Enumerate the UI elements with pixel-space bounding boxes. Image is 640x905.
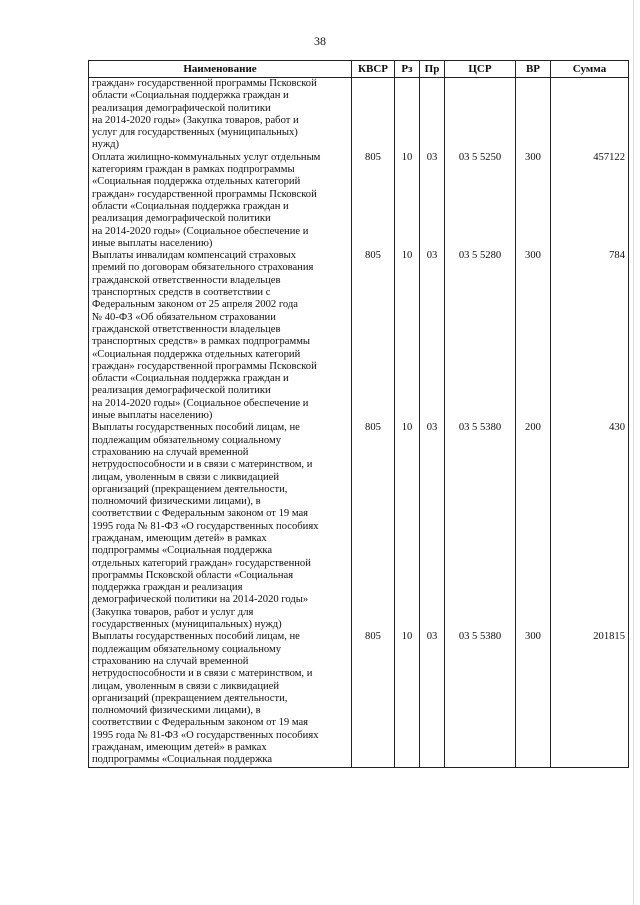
row-sum: 457122 bbox=[551, 152, 629, 250]
row-sum bbox=[551, 78, 629, 152]
row-csr: 03 5 5250 bbox=[445, 152, 516, 250]
table-row bbox=[89, 152, 629, 250]
table-row bbox=[89, 422, 629, 631]
header-sum: Сумма bbox=[551, 61, 629, 78]
row-pr: 03 bbox=[420, 422, 445, 631]
row-rz: 10 bbox=[395, 152, 420, 250]
row-csr bbox=[445, 78, 516, 152]
row-csr: 03 5 5280 bbox=[445, 250, 516, 422]
row-name: Выплаты государственных пособий лицам, не подлежащим обязательному социальному страхованию на случай временной нетрудоспособности и в связи с материнством, и лицам, уволенным в связи с ликвидацией организаций (прекращением деятельности, полномочий физическими лицами), в соответствии с Федеральным законом от 19 мая 1995 года № 81-ФЗ «О государственных пособиях гражданам, имеющим детей» в рамках подпрограммы «Социальная поддержка отдельных категорий граждан» государственной программы Псковской области «Социальная поддержка граждан и реализация демографической политики на 2014-2020 годы» (Закупка товаров, работ и услуг для государственных (муниципальных) нужд) bbox=[89, 422, 352, 631]
scan-edge bbox=[633, 0, 634, 905]
row-csr: 03 5 5380 bbox=[445, 631, 516, 767]
budget-table bbox=[88, 60, 629, 768]
header-name: Наименование bbox=[89, 61, 352, 78]
row-vr: 300 bbox=[516, 250, 551, 422]
table-header-row bbox=[89, 61, 629, 78]
row-name: Выплаты инвалидам компенсаций страховых премий по договорам обязательного страхования гражданской ответственности владельцев транспортных средств в соответствии с Федеральным законом от 25 апреля 2002 года № 40-ФЗ «Об обязательном страховании гражданской ответственности владельцев транспортных средств» в рамках подпрограммы «Социальная поддержка отдельных категорий граждан» государственной программы Псковской области «Социальная поддержка граждан и реализация демографической политики на 2014-2020 годы» (Социальное обеспечение и иные выплаты населению) bbox=[89, 250, 352, 422]
row-name: граждан» государственной программы Псковской области «Социальная поддержка граждан и реализация демографической политики на 2014-2020 годы» (Закупка товаров, работ и услуг для государственных (муниципальных) нужд) bbox=[89, 78, 352, 152]
row-sum: 430 bbox=[551, 422, 629, 631]
table-row bbox=[89, 78, 629, 152]
row-name: Оплата жилищно-коммунальных услуг отдельным категориям граждан в рамках подпрограммы «Социальная поддержка отдельных категорий граждан» государственной программы Псковской области «Социальная поддержка граждан и реализация демографической политики на 2014-2020 годы» (Социальное обеспечение и иные выплаты населению) bbox=[89, 152, 352, 250]
row-vr: 300 bbox=[516, 631, 551, 767]
table-row bbox=[89, 631, 629, 767]
row-pr: 03 bbox=[420, 250, 445, 422]
row-rz: 10 bbox=[395, 631, 420, 767]
row-kvsr: 805 bbox=[352, 250, 395, 422]
row-kvsr: 805 bbox=[352, 422, 395, 631]
header-pr: Пр bbox=[420, 61, 445, 78]
row-rz: 10 bbox=[395, 250, 420, 422]
row-pr: 03 bbox=[420, 152, 445, 250]
header-rz: Рз bbox=[395, 61, 420, 78]
table-row bbox=[89, 250, 629, 422]
row-csr: 03 5 5380 bbox=[445, 422, 516, 631]
page-number: 38 bbox=[314, 34, 326, 48]
row-pr: 03 bbox=[420, 631, 445, 767]
row-name: Выплаты государственных пособий лицам, не подлежащим обязательному социальному страхованию на случай временной нетрудоспособности и в связи с материнством, и лицам, уволенным в связи с ликвидацией организаций (прекращением деятельности, полномочий физическими лицами), в соответствии с Федеральным законом от 19 мая 1995 года № 81-ФЗ «О государственных пособиях гражданам, имеющим детей» в рамках подпрограммы «Социальная поддержка bbox=[89, 631, 352, 767]
row-kvsr: 805 bbox=[352, 631, 395, 767]
row-sum: 201815 bbox=[551, 631, 629, 767]
header-vr: ВР bbox=[516, 61, 551, 78]
row-kvsr: 805 bbox=[352, 152, 395, 250]
row-vr bbox=[516, 78, 551, 152]
row-pr bbox=[420, 78, 445, 152]
row-vr: 300 bbox=[516, 152, 551, 250]
row-rz bbox=[395, 78, 420, 152]
header-csr: ЦСР bbox=[445, 61, 516, 78]
row-rz: 10 bbox=[395, 422, 420, 631]
header-kvsr: КВСР bbox=[352, 61, 395, 78]
row-kvsr bbox=[352, 78, 395, 152]
row-sum: 784 bbox=[551, 250, 629, 422]
row-vr: 200 bbox=[516, 422, 551, 631]
